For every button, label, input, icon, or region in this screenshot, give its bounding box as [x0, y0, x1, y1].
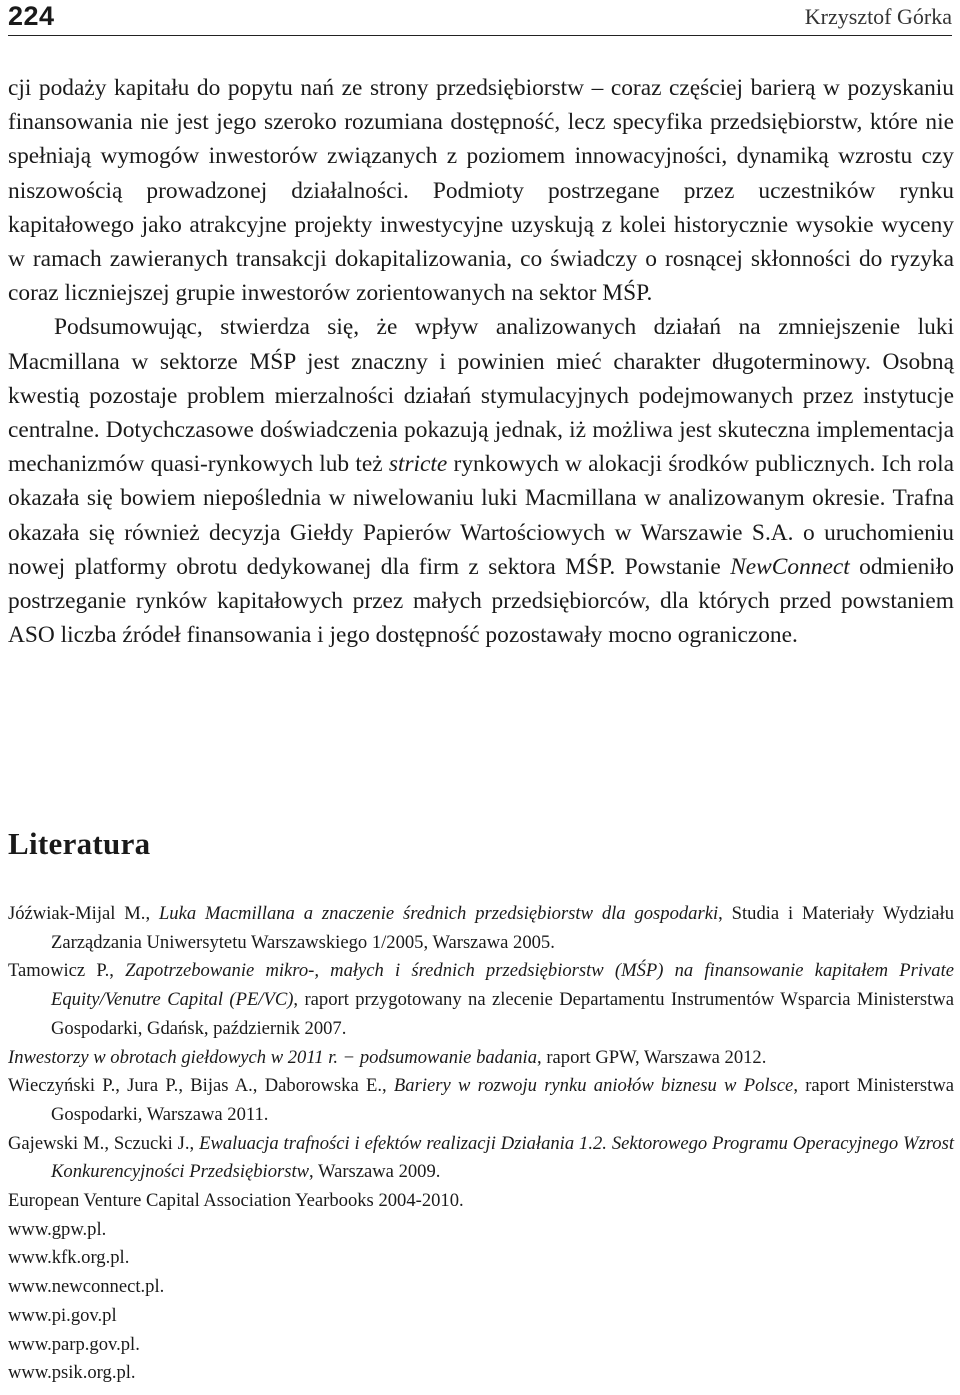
reference-item [8, 957, 954, 1043]
reference-author: Tamowicz P., [8, 960, 126, 982]
reference-item [8, 1072, 954, 1129]
reference-details: , Warszawa 2009. [309, 1161, 441, 1183]
running-header-author: Krzysztof Górka [804, 4, 952, 29]
paragraph-1 [8, 71, 954, 310]
reference-url: www.pi.gov.pl [8, 1304, 117, 1326]
reference-url: www.newconnect.pl. [8, 1276, 165, 1298]
reference-author: Jóźwiak-Mijal M., [8, 903, 159, 924]
reference-url: www.gpw.pl. [8, 1218, 107, 1240]
reference-url: www.kfk.org.pl. [8, 1247, 130, 1269]
reference-item [8, 1187, 954, 1216]
reference-title: Zapotrzebowanie mikro-, małych i średnich przedsiębiorstw (MŚP) na finansowanie kapitałem Private Equity/Venutre Capital (PE/VC) [51, 960, 954, 1011]
literature-heading: Literatura [8, 826, 151, 861]
body-text [8, 71, 954, 652]
reference-title: Bariery w rozwoju rynku aniołów biznesu w Polsce [393, 1075, 794, 1097]
paragraph-1-text: cji podaży kapitału do popytu nań ze strony przedsiębiorstw – coraz częściej barierą w pozyskaniu finansowania nie jest jego szeroko rozumiana dostępność, lecz specyfika przedsiębiorstw, które nie spełniają wymogów inwestorów związanych z poziomem innowacyjności, dynamiką wzrostu czy niszowością prowadzonej działalności. Podmioty postrzegane przez uczestników rynku kapitałowego jako atrakcyjne projekty inwestycyjne uzyskują z kolei historycznie wysokie wyceny w ramach zawieranych transakcji dokapitalizowania, co świadczy o rosnącej skłonności do ryzyka coraz liczniejszej grupie inwestorów zorientowanych na sektor MŚP. [8, 75, 954, 307]
reference-title: Luka Macmillana a znaczenie średnich przedsiębiorstw dla gospodarki [158, 903, 719, 924]
reference-author: Gajewski M., Sczucki J., [8, 1132, 200, 1154]
reference-item [8, 1216, 954, 1245]
running-header [8, 0, 952, 36]
reference-url: www.psik.org.pl. [8, 1362, 136, 1384]
italic-term-newconnect: NewConnect [730, 553, 850, 580]
reference-item [8, 1359, 954, 1388]
reference-list [8, 900, 954, 1388]
paragraph-2 [8, 310, 954, 652]
reference-item [8, 1331, 954, 1360]
reference-source: European Venture Capital Association Yearbooks 2004-2010. [8, 1190, 464, 1212]
reference-item [8, 1302, 954, 1331]
reference-details: , raport Ministerstwa Gospodarki, Warszawa 2011. [51, 1075, 955, 1125]
reference-item [8, 1273, 954, 1302]
reference-item [8, 1244, 954, 1273]
paragraph-2-text-c: odmieniło postrzeganie rynków kapitałowych przez małych przedsiębiorców, dla których przed powstaniem ASO liczba źródeł finansowania i jego dostępność pozostawały mocno ograniczone. [8, 553, 955, 649]
reference-details: , raport przygotowany na zlecenie Departamentu Instrumentów Wsparcia Ministerstwa Gospodarki, Gdańsk, październik 2007. [51, 989, 954, 1039]
reference-item [8, 900, 954, 957]
reference-details: , Studia i Materiały Wydziału Zarządzania Uniwersytetu Warszawskiego 1/2005, Warszawa 2005. [51, 903, 955, 953]
reference-author: Wieczyński P., Jura P., Bijas A., Daborowska E., [8, 1075, 394, 1097]
reference-details: , raport GPW, Warszawa 2012. [537, 1046, 767, 1068]
reference-item [8, 1130, 954, 1187]
reference-url: www.parp.gov.pl. [8, 1333, 140, 1355]
paragraph-2-text-a: Podsumowując, stwierdza się, że wpływ analizowanych działań na zmniejszenie luki Macmillana w sektorze MŚP jest znaczny i powinien mieć charakter długoterminowy. Osobną kwestią pozostaje problem mierzalności działań stymulacyjnych podejmowanych przez instytucje centralne. Dotychczasowe doświadczenia pokazują jednak, iż możliwa jest skuteczna implementacja mechanizmów quasi-rynkowych lub też [8, 314, 954, 478]
reference-title: Ewaluacja trafności i efektów realizacji Działania 1.2. Sektorowego Programu Operacyjnego Wzrost Konkurencyjności Przedsiębiorstw [51, 1132, 954, 1183]
paragraph-2-text-b: rynkowych w alokacji środków publicznych. Ich rola okazała się bowiem niepoślednia w niwelowaniu luki Macmillana w analizowanym okresie. Trafna okazała się również decyzja Giełdy Papierów Wartościowych w Warszawie S.A. o uruchomieniu nowej platformy obrotu dedykowanej dla firm z sektora MŚP. Powstanie [8, 451, 954, 580]
reference-title: Inwestorzy w obrotach giełdowych w 2011 r. − podsumowanie badania [8, 1046, 538, 1068]
italic-term-stricte: stricte [388, 451, 448, 478]
page-number: 224 [8, 1, 55, 31]
reference-item [8, 1044, 954, 1073]
